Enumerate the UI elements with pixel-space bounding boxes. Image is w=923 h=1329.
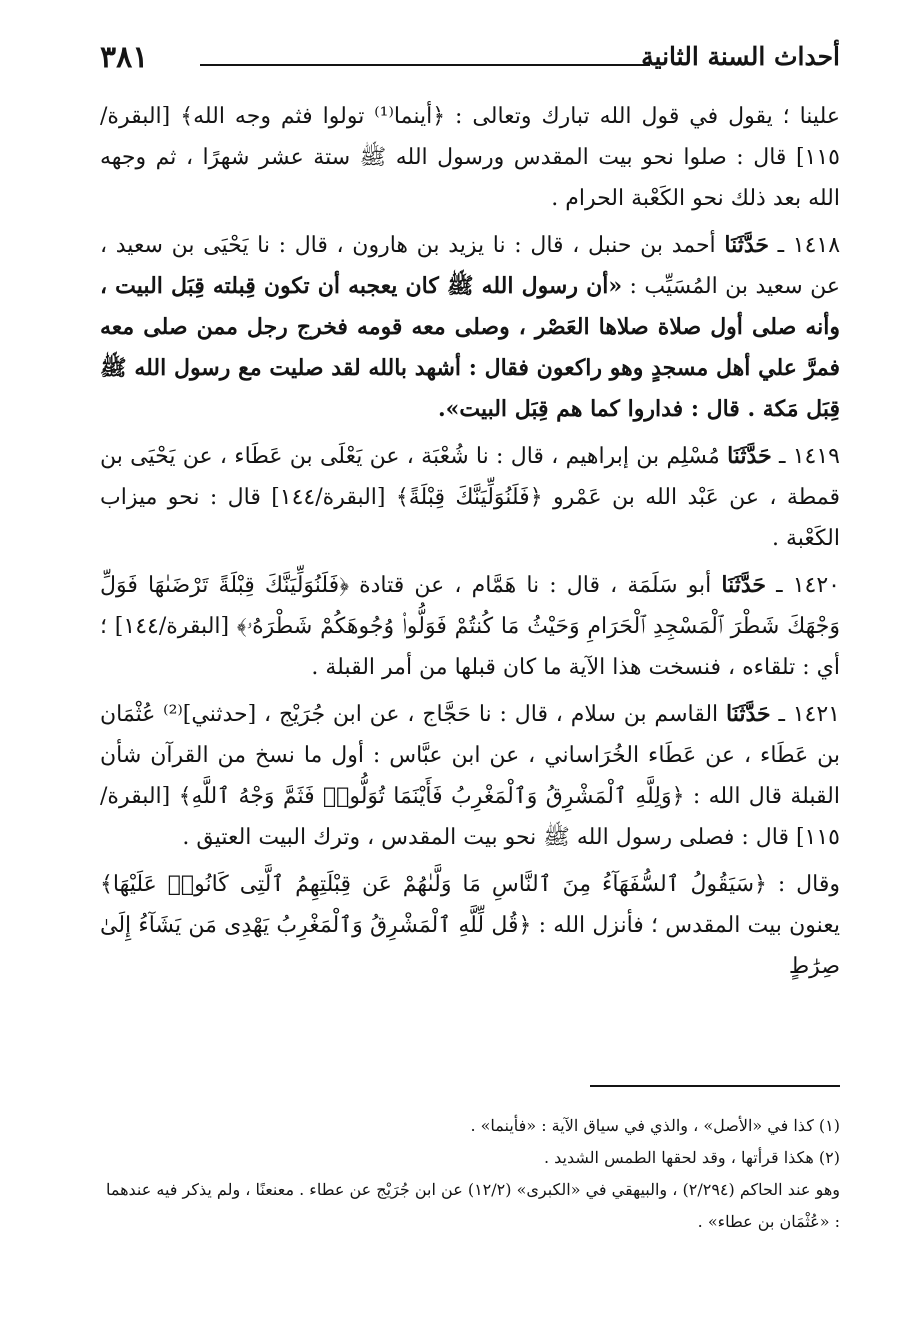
hadith-1419: ١٤١٩ ـ حَدَّثَنَا مُسْلِم بن إبراهيم ، قال : نا شُعْبَة ، عن يَعْلَى بن عَطَاء ، عن يَحْيَى بن قمطة ، عن عَبْد الله بن عَمْرو ﴿فَلَنُوَلِّيَنَّكَ قِبْلَةً﴾ [البقرة/١٤٤] قال : نحو ميزاب الكَعْبة . [100, 443, 840, 551]
paragraph-final [100, 864, 840, 987]
header-rule [200, 64, 650, 66]
hadith-matn: «أن رسول الله ﷺ كان يعجبه أن تكون قِبلته قِبَل البيت ، وأنه صلى أول صلاة صلاها العَصْر ، وصلى معه قومه فخرج رجل ممن صلى معه فمرَّ علي أهل مسجدٍ وهو راكعون فقال : أشهد بالله لقد صليت مع رسول الله ﷺ قِبَل مَكة . قال : فداروا كما هم قِبَل البيت». [100, 273, 840, 422]
running-title: أحداث السنة الثانية [641, 42, 840, 71]
hadith-text: القاسم بن سلام ، قال : نا حَجَّاج ، عن ابن جُرَيْج ، [حدثني]⁽²⁾ عُثْمَان بن عَطَاء ، عن عَطَاء الخُرَاساني ، عن ابن عبَّاس : أول ما نسخ من القرآن شأن القبلة قال الله : ﴿وَلِلَّهِ ٱلْمَشْرِقُ وَٱلْمَغْرِبُ فَأَيْنَمَا تُوَلُّوا۟ فَثَمَّ وَجْهُ ٱللَّهِ﴾ [البقرة/١١٥] قال : فصلى رسول الله ﷺ نحو بيت المقدس ، وترك البيت العتيق . [100, 702, 840, 850]
hadith-1421: ١٤٢١ ـ حَدَّثَنَا القاسم بن سلام ، قال : نا حَجَّاج ، عن ابن جُرَيْج ، [حدثني]⁽²⁾ عُثْمَان بن عَطَاء ، عن عَطَاء الخُرَاساني ، عن ابن عبَّاس : أول ما نسخ من القرآن شأن القبلة قال الله : ﴿وَلِلَّهِ ٱلْمَشْرِقُ وَٱلْمَغْرِبُ فَأَيْنَمَا تُوَلُّوا۟ فَثَمَّ وَجْهُ ٱللَّهِ﴾ [البقرة/١١٥] قال : فصلى رسول الله ﷺ نحو بيت المقدس ، وترك البيت العتيق . [100, 701, 840, 850]
footnote-separator [590, 1085, 840, 1087]
hadith-keyword: حَدَّثَنَا [727, 443, 772, 469]
paragraph-continuation [100, 96, 840, 219]
hadith-keyword: حَدَّثَنَا [721, 572, 767, 598]
footnote-1: (١) كذا في «الأصل» ، والذي في سياق الآية : «فأينما» . [470, 1116, 840, 1135]
footnote-2-continuation: وهو عند الحاكم (٢/٢٩٤) ، والبيهقي في «الكبرى» (١٢/٢) عن ابن جُرَيْج عن عطاء . معنعنًا ، ولم يذكر فيه عندهما : «عُثْمَان بن عطاء» . [105, 1180, 840, 1231]
page-number: ٣٨١ [100, 40, 149, 75]
paragraph-text: علينا ؛ يقول في قول الله تبارك وتعالى : ﴿أينما⁽¹⁾ تولوا فثم وجه الله﴾ [البقرة/١١٥] قال : صلوا نحو بيت المقدس ورسول الله ﷺ ستة عشر شهرًا ، ثم وجهه الله بعد ذلك نحو الكَعْبة الحرام . [100, 104, 840, 211]
main-text [100, 96, 840, 993]
hadith-chain: أحمد بن حنبل ، قال : نا يزيد بن هارون ، قال : نا يَحْيَى بن سعيد ، عن سعيد بن المُسَيِّب : [100, 233, 840, 299]
page-header [100, 40, 840, 80]
footnotes [100, 1110, 840, 1238]
hadith-1418: ١٤١٨ ـ حَدَّثَنَا أحمد بن حنبل ، قال : نا يزيد بن هارون ، قال : نا يَحْيَى بن سعيد ، عن سعيد بن المُسَيِّب : «أن رسول الله ﷺ كان يعجبه أن تكون قِبلته قِبَل البيت ، وأنه صلى أول صلاة صلاها العَصْر ، وصلى معه قومه فخرج رجل ممن صلى معه فمرَّ علي أهل مسجدٍ وهو راكعون فقال : أشهد بالله لقد صليت مع رسول الله ﷺ قِبَل مَكة . قال : فداروا كما هم قِبَل البيت». [100, 232, 841, 422]
hadith-number: ١٤٢١ [792, 702, 840, 727]
hadith-keyword: حَدَّثَنَا [726, 701, 771, 727]
paragraph-text: وقال : ﴿سَيَقُولُ ٱلسُّفَهَآءُ مِنَ ٱلنَّاسِ مَا وَلَّىٰهُمْ عَن قِبْلَتِهِمُ ٱلَّتِى كَانُوا۟ عَلَيْهَا﴾ يعنون بيت المقدس ؛ فأنزل الله : ﴿قُل لِّلَّهِ ٱلْمَشْرِقُ وَٱلْمَغْرِبُ يَهْدِى مَن يَشَآءُ إِلَىٰ صِرَٰطٍ [100, 872, 840, 979]
hadith-keyword: حَدَّثَنَا [724, 232, 769, 258]
hadith-number: ١٤١٩ [792, 444, 840, 469]
hadith-text: أبو سَلَمَة ، قال : نا هَمَّام ، عن قتادة ﴿فَلَنُوَلِّيَنَّكَ قِبْلَةً تَرْضَىٰهَا فَوَلِّ وَجْهَكَ شَطْرَ ٱلْمَسْجِدِ ٱلْحَرَامِ وَحَيْثُ مَا كُنتُمْ فَوَلُّوا۟ وُجُوهَكُمْ شَطْرَهُۥ﴾ [البقرة/١٤٤] ؛ أي : تلقاءه ، فنسخت هذا الآية ما كان قبلها من أمر القبلة . [100, 573, 840, 680]
hadith-number: ١٤١٨ [792, 233, 841, 258]
hadith-text: مُسْلِم بن إبراهيم ، قال : نا شُعْبَة ، عن يَعْلَى بن عَطَاء ، عن يَحْيَى بن قمطة ، عن عَبْد الله بن عَمْرو ﴿فَلَنُوَلِّيَنَّكَ قِبْلَةً﴾ [البقرة/١٤٤] قال : نحو ميزاب الكَعْبة . [100, 444, 840, 551]
hadith-1420: ١٤٢٠ ـ حَدَّثَنَا أبو سَلَمَة ، قال : نا هَمَّام ، عن قتادة ﴿فَلَنُوَلِّيَنَّكَ قِبْلَةً تَرْضَىٰهَا فَوَلِّ وَجْهَكَ شَطْرَ ٱلْمَسْجِدِ ٱلْحَرَامِ وَحَيْثُ مَا كُنتُمْ فَوَلُّوا۟ وُجُوهَكُمْ شَطْرَهُۥ﴾ [البقرة/١٤٤] ؛ أي : تلقاءه ، فنسخت هذا الآية ما كان قبلها من أمر القبلة . [100, 572, 840, 680]
hadith-number: ١٤٢٠ [792, 573, 840, 598]
footnote-2: (٢) هكذا قرأتها ، وقد لحقها الطمس الشديد . [543, 1148, 840, 1167]
